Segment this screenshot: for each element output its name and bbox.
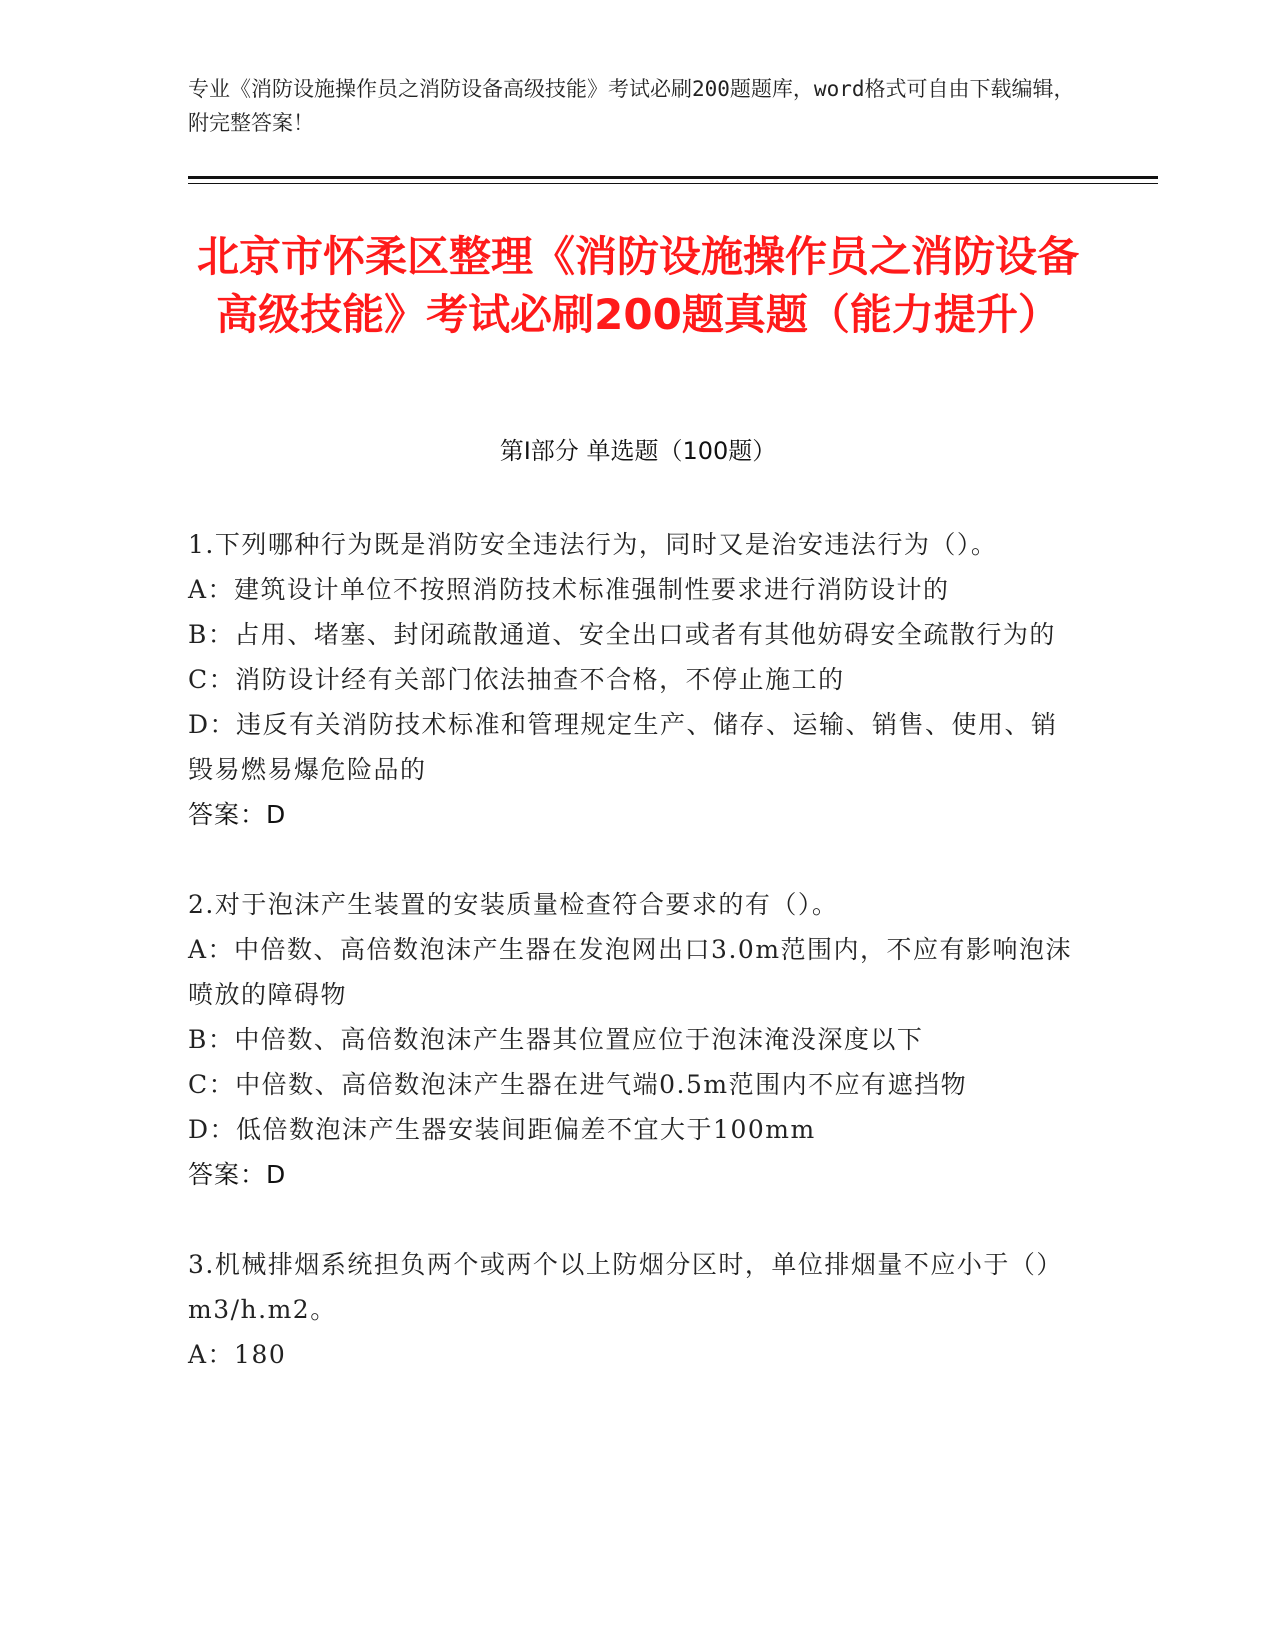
document-title: 北京市怀柔区整理《消防设施操作员之消防设备高级技能》考试必刷200题真题（能力提升） <box>196 232 1079 339</box>
question-stem: 2.对于泡沫产生装置的安装质量检查符合要求的有（）。 <box>188 890 839 919</box>
question-item <box>188 882 1078 1197</box>
option-c: C：中倍数、高倍数泡沫产生器在进气端0.5m范围内不应有遮挡物 <box>188 1070 968 1099</box>
question-item <box>188 522 1078 837</box>
question-stem: 3.机械排烟系统担负两个或两个以上防烟分区时，单位排烟量不应小于（）m3/h.m2。 <box>188 1250 1063 1324</box>
answer-line: 答案：D <box>188 800 287 829</box>
option-b: B：占用、堵塞、封闭疏散通道、安全出口或者有其他妨碍安全疏散行为的 <box>188 620 1056 649</box>
header-divider-thin <box>188 183 1158 184</box>
question-stem: 1.下列哪种行为既是消防安全违法行为，同时又是治安违法行为（）。 <box>188 530 998 559</box>
header-divider-thick <box>188 176 1158 179</box>
option-b: B：中倍数、高倍数泡沫产生器其位置应位于泡沫淹没深度以下 <box>188 1025 924 1054</box>
option-c: C：消防设计经有关部门依法抽查不合格，不停止施工的 <box>188 665 845 694</box>
option-a: A：建筑设计单位不按照消防技术标准强制性要求进行消防设计的 <box>188 575 950 604</box>
option-d: D：低倍数泡沫产生器安装间距偏差不宜大于100mm <box>188 1115 816 1144</box>
option-d: D：违反有关消防技术标准和管理规定生产、储存、运输、销售、使用、销毁易燃易爆危险品的 <box>188 710 1058 784</box>
option-a: A：中倍数、高倍数泡沫产生器在发泡网出口3.0m范围内，不应有影响泡沫喷放的障碍物 <box>188 935 1073 1009</box>
answer-line: 答案：D <box>188 1160 287 1189</box>
option-a: A：180 <box>188 1340 287 1369</box>
question-list <box>188 522 1078 1422</box>
header-note: 专业《消防设施操作员之消防设备高级技能》考试必刷200题题库，word格式可自由下载编辑，附完整答案！ <box>188 77 1075 135</box>
section-title: 第Ⅰ部分 单选题（100题） <box>499 437 777 465</box>
question-item <box>188 1242 1078 1377</box>
